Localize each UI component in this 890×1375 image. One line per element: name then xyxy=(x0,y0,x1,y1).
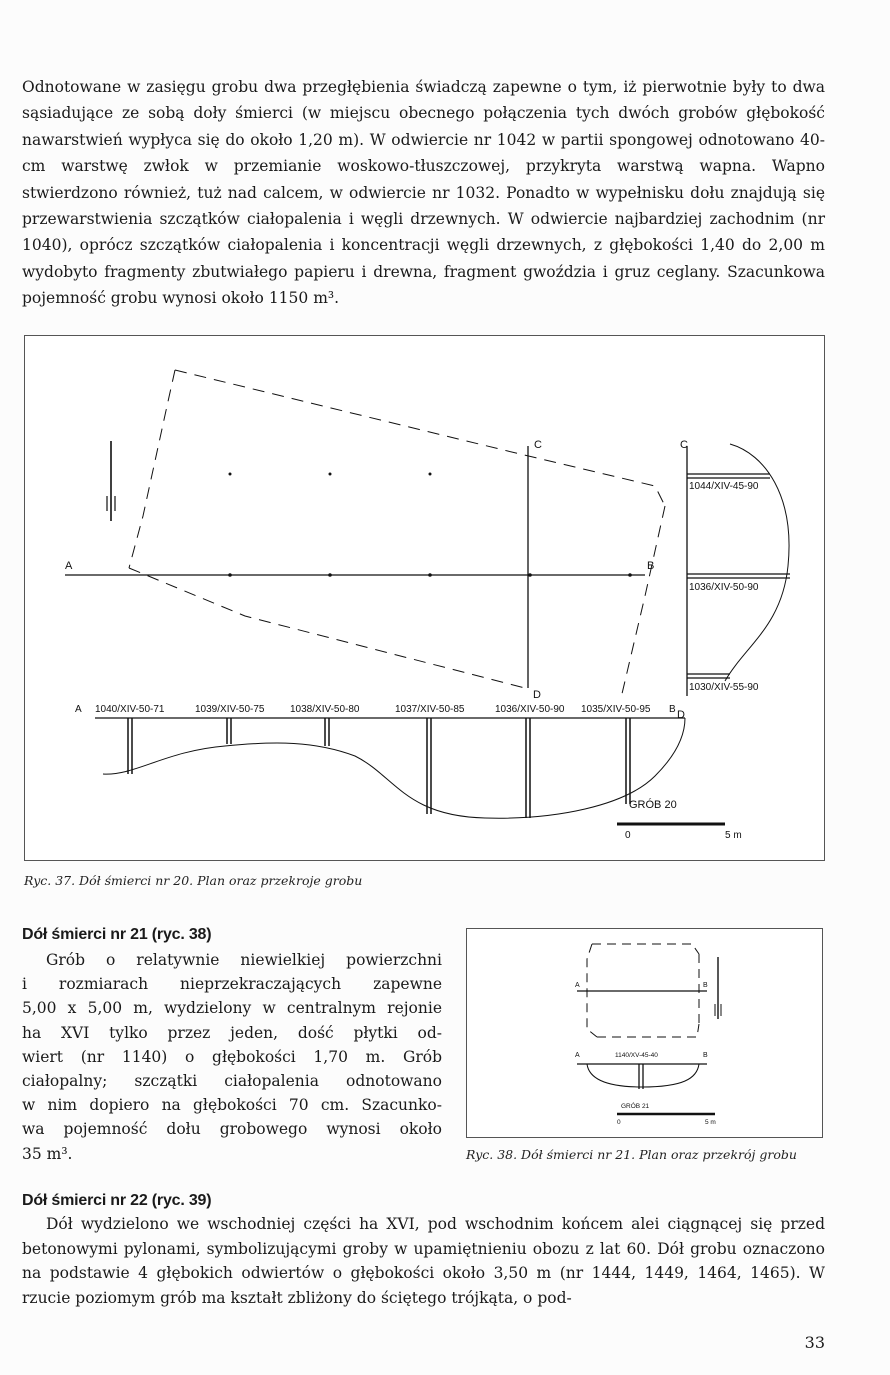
fig38-label-a: A xyxy=(575,982,580,989)
section-label-3: 1038/XIV-50-80 xyxy=(290,704,360,715)
scale-0: 0 xyxy=(625,830,631,841)
fig38-scale-0: 0 xyxy=(617,1119,621,1126)
right-label-1: 1044/XIV-45-90 xyxy=(689,481,759,492)
page-number: 33 xyxy=(804,1333,825,1352)
text-line: w nim dopiero na głębokości 70 cm. Szacunko- xyxy=(22,1096,442,1115)
text-line: ciałopalny; szczątki ciałopalenia odnotowano xyxy=(22,1072,442,1091)
label-b: B xyxy=(647,560,655,572)
section-label-4: 1037/XIV-50-85 xyxy=(395,704,465,715)
right-label-2: 1036/XIV-50-90 xyxy=(689,582,759,593)
figure-38-drawing xyxy=(467,929,822,1137)
section-21-heading: Dół śmierci nr 21 (ryc. 38) xyxy=(22,926,212,943)
fig38-section-label: 1140/XV-45-40 xyxy=(615,1052,658,1059)
section-label-6: 1035/XIV-50-95 xyxy=(581,704,651,715)
fig38-scale-5: 5 m xyxy=(705,1119,716,1126)
figure-37-caption: Ryc. 37. Dół śmierci nr 20. Plan oraz przekroje grobu xyxy=(24,873,363,888)
grave-21-label: GRÓB 21 xyxy=(621,1103,650,1110)
label-d-right: D xyxy=(677,709,685,721)
text-line: i rozmiarach nieprzekraczających zapewne xyxy=(22,975,442,994)
text-line: wiert (nr 1140) o głębokości 1,70 m. Grób xyxy=(22,1047,442,1066)
figure-37 xyxy=(24,335,825,861)
figure-37-drawing xyxy=(25,336,824,860)
section-label-5: 1036/XIV-50-90 xyxy=(495,704,565,715)
section-22-text: Dół wydzielono we wschodniej części ha XVI, pod wschodnim końcem alei ciągnącej się przed betonowymi pylonami, symbolizującymi groby w upamiętnieniu obozu z lat 60. Dół grobu oznaczono na podstawie 4 głębokich odwiertów o głębokości około 3,50 m (nr 1444, 1449, 1464, 1465). W rzucie poziomym grób ma kształt zbliżony do ściętego trójkąta, o pod- xyxy=(22,1215,825,1307)
label-c-right: C xyxy=(680,439,688,451)
figure-38-caption: Ryc. 38. Dół śmierci nr 21. Plan oraz przekrój grobu xyxy=(466,1147,797,1162)
text-line: 5,00 x 5,00 m, wydzielony w centralnym rejonie xyxy=(22,999,442,1018)
section-label-1: 1040/XIV-50-71 xyxy=(95,704,165,715)
fig38-label-b: B xyxy=(703,982,708,989)
section-label-b: B xyxy=(669,704,676,715)
label-c: C xyxy=(534,439,542,451)
label-d: D xyxy=(533,689,541,701)
text-line: 35 m³. xyxy=(22,1144,73,1163)
text-line: Grób o relatywnie niewielkiej powierzchni xyxy=(46,951,442,969)
figure-38 xyxy=(466,928,823,1138)
grave-20-label: GRÓB 20 xyxy=(629,799,677,811)
text-line: ha XVI tylko przez jeden, dość płytki od- xyxy=(22,1023,442,1042)
section-21-text xyxy=(22,948,442,1166)
label-a: A xyxy=(65,560,73,572)
section-22-heading: Dół śmierci nr 22 (ryc. 39) xyxy=(22,1192,212,1209)
fig38-section-b: B xyxy=(703,1052,708,1059)
right-label-3: 1030/XIV-55-90 xyxy=(689,682,759,693)
section-label-a: A xyxy=(75,704,82,715)
scale-5: 5 m xyxy=(725,830,742,841)
fig38-section-a: A xyxy=(575,1052,580,1059)
paragraph-grave-20: Odnotowane w zasięgu grobu dwa przegłębienia świadczą zapewne o tym, iż pierwotnie były to dwa sąsiadujące ze sobą doły śmierci (w miejscu obecnego połączenia tych dwóch grobów głębokość nawarstwień wypłyca się do około 1,20 m). W odwiercie nr 1042 w partii spongowej odnotowano 40-cm warstwę zwłok w przemianie woskowo-tłuszczowej, przykryta warstwą wapna. Wapno stwierdzono również, tuż nad calcem, w odwiercie nr 1032. Ponadto w wypełnisku dołu znajdują się przewarstwienia szczątków ciałopalenia i węgli drzewnych. W odwiercie najbardziej zachodnim (nr 1040), oprócz szczątków ciałopalenia i koncentracji węgli drzewnych, z głębokości 1,40 do 2,00 m wydobyto fragmenty zbutwiałego papieru i drewna, fragment gwoździa i gruz ceglany. Szacunkowa pojemność grobu wynosi około 1150 m³. xyxy=(22,78,825,308)
text-line: wa pojemność dołu grobowego wynosi około xyxy=(22,1120,442,1139)
section-label-2: 1039/XIV-50-75 xyxy=(195,704,265,715)
